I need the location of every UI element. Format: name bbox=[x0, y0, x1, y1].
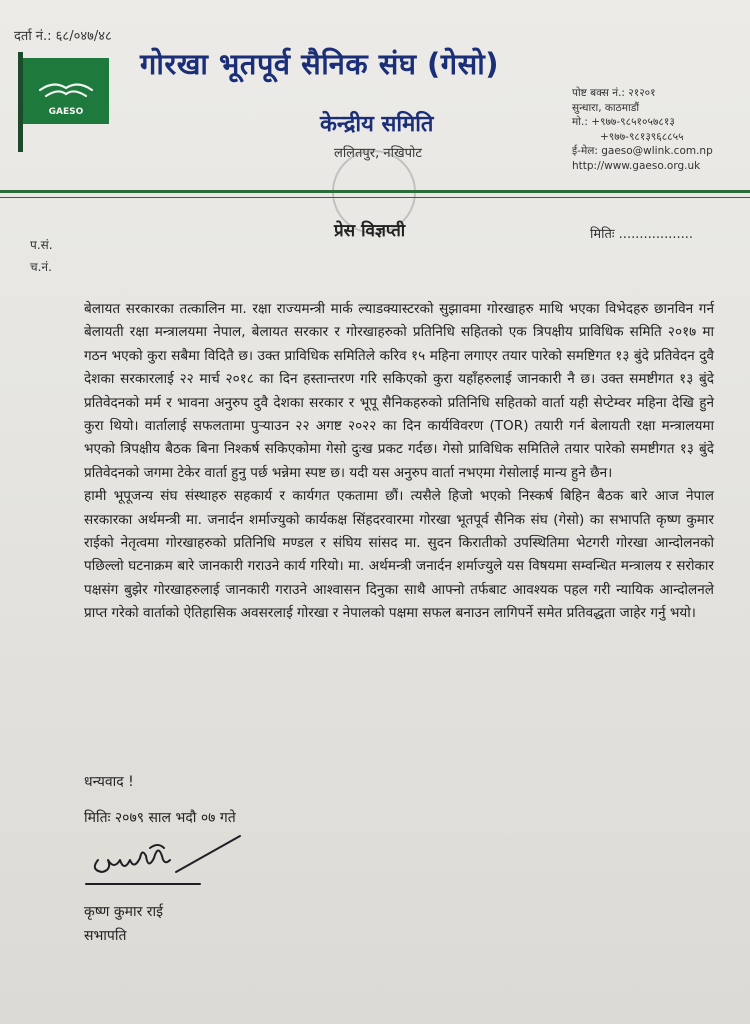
header-divider-thick bbox=[0, 190, 750, 193]
document-title: प्रेस विज्ञप्ती bbox=[334, 221, 406, 241]
cn-label: च.नं. bbox=[30, 260, 52, 274]
organization-name: गोरखा भूतपूर्व सैनिक संघ (गेसो) bbox=[140, 47, 500, 81]
date-field: मितिः .................. bbox=[590, 227, 694, 242]
thanks-text: धन्यवाद ! bbox=[84, 774, 134, 790]
press-release-body bbox=[84, 298, 714, 626]
issue-date: मितिः २०७९ साल भदौ ०७ गते bbox=[84, 810, 236, 826]
ps-label: प.सं. bbox=[30, 238, 53, 252]
organization-location: ललितपुर, नखिपोट bbox=[334, 146, 422, 161]
flag-logo-icon bbox=[14, 52, 114, 152]
registration-number: दर्ता नं.: ६८/०४७/४८ bbox=[14, 29, 112, 44]
flag-text: GAESO bbox=[48, 107, 84, 117]
header-divider-thin bbox=[0, 197, 750, 198]
contact-block bbox=[572, 86, 713, 173]
address: सुन्धारा, काठमाडौं bbox=[572, 101, 640, 114]
po-box: पोष्ट बक्स नं.: २१२०१ bbox=[572, 87, 656, 99]
signatory-title: सभापति bbox=[84, 928, 127, 944]
signatory-name: कृष्ण कुमार राई bbox=[84, 904, 163, 920]
website: http://www.gaeso.org.uk bbox=[572, 159, 701, 172]
paragraph-1: बेलायत सरकारका तत्कालिन मा. रक्षा राज्यमन्त्री मार्क ल्याडक्यास्टरको सुझावमा गोरखाहरु माथि भएका विभेदहरु छानविन गर्न बेलायती रक्षा मन्त्रालयमा नेपाल, बेलायत सरकार र गोरखाहरुको प्रतिनिधि सहितको एक त्रिपक्षीय प्राविधिक समिति २०१७ मा गठन भएको कुरा सबैमा विदितै छ। उक्त प्राविधिक समितिले करिव १५ महिना लगाएर तयार पारेको समष्टिगत १३ बुंदे प्रतिवेदन दुवै देशका सरकारलाई २२ मार्च २०१८ का दिन हस्तान्तरण गरि सकिएको कुरा यहाँहरुलाई जानकारी नै छ। उक्त समष्टीगत १३ बुंदे प्रतिवेदनको मर्म र भावना अनुरुप दुवै देशका सरकार र भूपू सैनिकहरुको प्रतिनिधि सहितको वार्ता यही सेप्टेम्वर महिना देखि हुने कुरा थियो। वार्तालाई सफलतामा पुऱ्याउन २२ अगष्ट २०२२ का दिन कार्यविवरण (TOR) तयारी गर्न बेलायती रक्षा मन्त्रालयमा भएको त्रिपक्षीय बैठक बिना निश्कर्ष सकिएकोमा गेसो दुःख प्रकट गर्दछ। गेसो प्राविधिक समितिले तयार पारेको समष्टीगत १३ बुंदे प्रतिवेदनको जगमा टेकेर वार्ता हुनु पर्छ भन्नेमा स्पष्ट छ। यदी यस अनुरुप वार्ता नभएमा गेसोलाई मान्य हुने छैन। bbox=[84, 301, 714, 481]
mobile-2: +९७७-९८१३९६८८५५ bbox=[600, 130, 684, 143]
committee-name: केन्द्रीय समिति bbox=[320, 112, 434, 137]
email: ई-मेल: gaeso@wlink.com.np bbox=[572, 145, 713, 157]
signature-icon bbox=[80, 830, 260, 890]
paragraph-2: हामी भूपूजन्य संघ संस्थाहरु सहकार्य र कार्यगत एकतामा छौं। त्यसैले हिजो भएको निस्कर्ष बिहिन बैठक बारे आज नेपाल सरकारका अर्थमन्त्री मा. जनार्दन शर्माज्युको कार्यकक्ष सिंहदरवारमा गोरखा भूतपूर्व सैनिक संघ (गेसो) का सभापति कृष्ण कुमार राईको नेतृत्वमा गोरखाहरुको प्रतिनिधि मण्डल र संघिय सांसद मा. सुदन किरातीको उपस्थितिमा भेटगरी गोरखा आन्दोलनको पछिल्लो घटनाक्रम बारे जानकारी गराउने कार्य गरियो। मा. अर्थमन्त्री जनार्दन शर्माज्युले यस विषयमा सम्वन्धित मन्त्रालय र सरोकार पक्षसंग बुझेर गोरखाहरुलाई जानकारी गराउने आश्वासन दिनुका साथै आफ्नो तर्फबाट आवश्यक पहल गरी न्यायिक आन्दोलनले प्राप्त गरेको वार्ताको ऐतिहासिक अवसरलाई गोरखा र नेपालको पक्षमा सफल बनाउन लागिपर्ने समेत प्रतिवद्धता जाहेर गर्नु भयो। bbox=[84, 488, 714, 622]
mobile-1: मो.: +९७७-९८५१०५७८१३ bbox=[572, 116, 675, 128]
